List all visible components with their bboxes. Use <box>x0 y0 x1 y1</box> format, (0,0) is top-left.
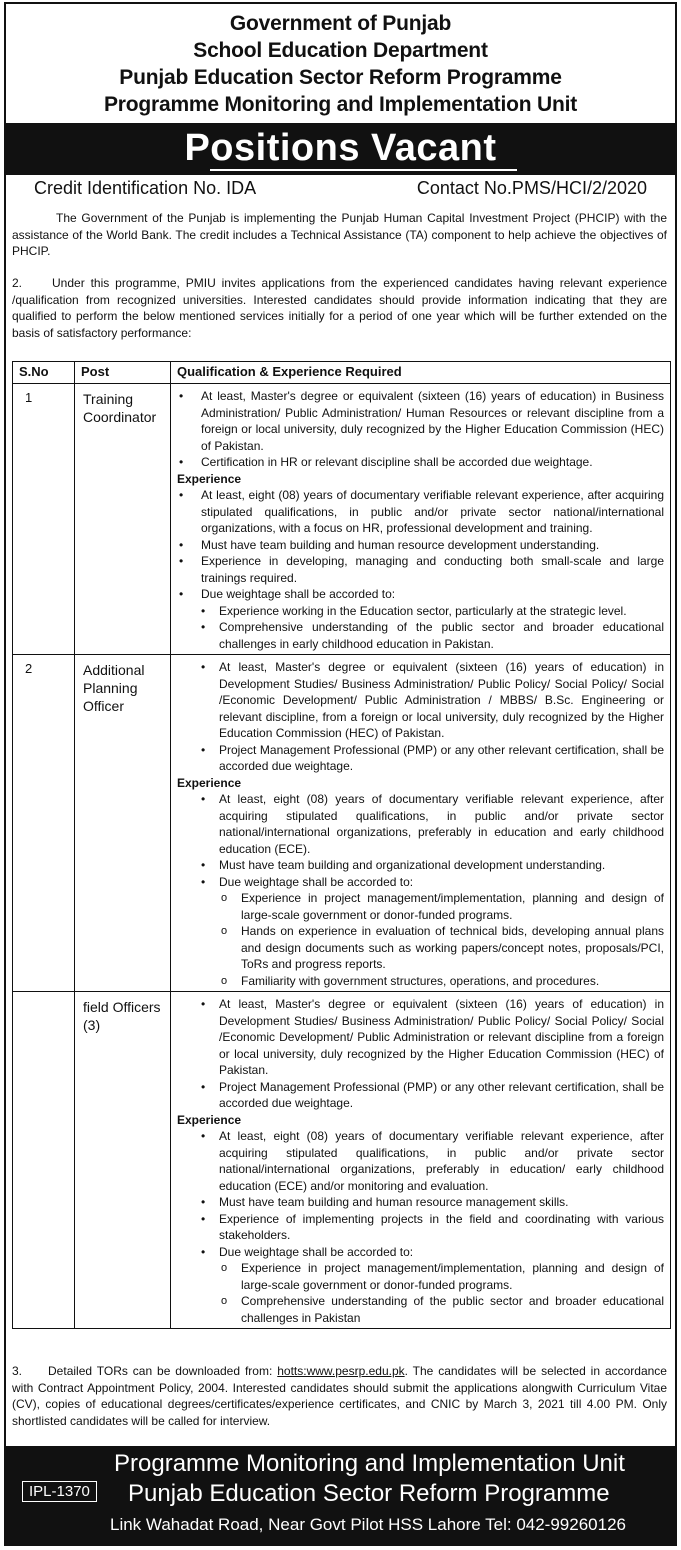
banner-underline <box>210 169 517 171</box>
row-qualification <box>171 384 671 655</box>
header-sno: S.No <box>13 362 75 384</box>
list-item: • Project Management Professional (PMP) or any other relevant certification, shall be accorded due weightage. <box>195 1079 664 1112</box>
row-qualification <box>171 655 671 992</box>
list-item: • At least, Master's degree or equivalent (sixteen (16) years of education) in Business Administration/ Public Administration/ Human Resources or relevant discipline from a foreign or local university, duly recognized by the Higher Education Commission (HEC) of Pakistan. <box>175 388 664 454</box>
intro-paragraph-2 <box>12 275 667 341</box>
closing-text-pre: Detailed TORs can be downloaded from: <box>48 1364 273 1378</box>
positions-vacant-banner <box>6 123 675 175</box>
row-sno: 2 <box>13 655 75 992</box>
closing-number: 3. <box>12 1364 23 1378</box>
row-post: Additional Planning Officer <box>75 655 171 992</box>
table-row <box>13 655 671 992</box>
list-item: • Due weightage shall be accorded to: <box>195 874 664 891</box>
intro-text-2: Under this programme, PMIU invites applications from the experienced candidates having relevant experience /qualification from recognized universities. Interested candidates should provide information indicating that they are qualified to perform the below mentioned services initially for a period of one year which will be further extended on the basis of satisfactory performance: <box>12 276 667 340</box>
footer-address: Link Wahadat Road, Near Govt Pilot HSS Lahore Tel: 042-99260126 <box>110 1515 626 1534</box>
table-row <box>13 384 671 655</box>
table-row <box>13 992 671 1329</box>
footer <box>6 1446 675 1546</box>
list-item: o Comprehensive understanding of the public sector and broader educational challenges in Pakistan <box>195 1293 664 1326</box>
row-post: Training Coordinator <box>75 384 171 655</box>
credit-identification: Credit Identification No. IDA <box>34 178 257 198</box>
experience-label: Experience <box>177 471 242 486</box>
list-item: • Project Management Professional (PMP) or any other relevant certification, shall be accorded due weightage. <box>195 742 664 775</box>
list-item: • Certification in HR or relevant discipline shall be accorded due weightage. <box>175 454 664 471</box>
list-item: o Experience in project management/implementation, planning and design of large-scale government or donor-funded programs. <box>195 890 664 923</box>
header-unit: Programme Monitoring and Implementation Unit <box>103 93 578 116</box>
row-sno: 1 <box>13 384 75 655</box>
banner-title: Positions Vacant <box>184 127 497 169</box>
list-item: • Due weightage shall be accorded to: <box>175 586 664 603</box>
list-item: o Familiarity with government structures, operations, and procedures. <box>195 973 664 990</box>
header <box>6 10 675 118</box>
list-item: o Hands on experience in evaluation of technical bids, developing annual plans and design documents such as working papers/concept notes, proposals/PCI, ToRs and progress reports. <box>195 923 664 973</box>
list-item: • At least, Master's degree or equivalent (sixteen (16) years of education) in Development Studies/ Business Administration/ Public Policy/ Social Policy/ Social /Economic Development/ Public Administration / MBBS/ B.Sc. Engineering or relevant discipline, from a foreign or local university, duly recognized by the Higher Education Commission (HEC) of Pakistan. <box>195 659 664 742</box>
row-sno <box>13 992 75 1329</box>
header-government: Government of Punjab <box>229 12 452 35</box>
list-item: • Must have team building and organizational development understanding. <box>195 857 664 874</box>
footer-unit: Programme Monitoring and Implementation Unit <box>114 1450 625 1477</box>
contact-number: Contact No.PMS/HCI/2/2020 <box>416 178 647 198</box>
header-post: Post <box>75 362 171 384</box>
list-item: • Comprehensive understanding of the public sector and broader educational challenges in early childhood education in Pakistan. <box>195 619 664 652</box>
list-item: • At least, eight (08) years of documentary verifiable relevant experience, after acquiring stipulated qualifications, in public and/or private sector national/international organizations, with a focus on HR, professional development and training. <box>175 487 664 537</box>
list-item: • At least, eight (08) years of documentary verifiable relevant experience, after acquiring stipulated qualifications, in public and/or private sector national/international organizations, preferably in education and early childhood education (ECE). <box>195 791 664 857</box>
experience-label: Experience <box>177 775 242 790</box>
ipl-number-badge: IPL-1370 <box>22 1481 97 1502</box>
experience-label: Experience <box>177 1112 242 1127</box>
positions-table <box>12 361 671 1329</box>
intro-text-1: The Government of the Punjab is implementing the Punjab Human Capital Investment Project (PHCIP) with the assistance of the World Bank. The credit includes a Technical Assistance (TA) component to help achieve the objectives of PHCIP. <box>12 211 667 258</box>
footer-programme: Punjab Education Sector Reform Programme <box>128 1480 610 1507</box>
table-header-row <box>13 362 671 384</box>
list-item: • Experience working in the Education sector, particularly at the strategic level. <box>195 603 664 620</box>
advertisement <box>4 2 677 1546</box>
list-item: o Experience in project management/implementation, planning and design of large-scale government or donor-funded programs. <box>195 1260 664 1293</box>
header-programme: Punjab Education Sector Reform Programme <box>119 66 562 89</box>
list-item: • Must have team building and human resource development understanding. <box>175 537 664 554</box>
row-post: field Officers (3) <box>75 992 171 1329</box>
header-qualification: Qualification & Experience Required <box>171 362 671 384</box>
list-item: • At least, Master's degree or equivalent (sixteen (16) years of education) in Development Studies/ Business Administration/ Public Policy/ Social Policy/ Social /Economic Development/ Public Administration or relevant discipline from a foreign or local university, duly recognized by the Higher Education Commission (HEC) of Pakistan. <box>195 996 664 1079</box>
list-item: • Due weightage shall be accorded to: <box>195 1244 664 1261</box>
row-qualification <box>171 992 671 1329</box>
credit-row <box>34 178 647 204</box>
intro-paragraph-1 <box>12 210 667 260</box>
list-item: • Experience in developing, managing and conducting both small-scale and large trainings required. <box>175 553 664 586</box>
list-item: • Experience of implementing projects in the field and coordinating with various stakeholders. <box>195 1211 664 1244</box>
list-item: • At least, eight (08) years of documentary verifiable relevant experience, after acquiring stipulated qualifications, in public and/or private sector national/international organizations, preferably in education/ early childhood education (ECE) and/or monitoring and evaluation. <box>195 1128 664 1194</box>
header-department: School Education Department <box>193 39 488 62</box>
tor-download-link[interactable]: hotts:www.pesrp.edu.pk <box>277 1364 405 1378</box>
intro-number-2: 2. <box>12 276 23 290</box>
closing-paragraph <box>12 1363 667 1429</box>
list-item: • Must have team building and human resource management skills. <box>195 1194 664 1211</box>
closing-text-post: . The candidates will be selected in accordance with Contract Appointment Policy, 2004. Interested candidates should submit the applications alongwith Curriculum Vitae (CV), copies of educational degrees/certificates/experience certificates, and CNIC by March 3, 2021 till 4.00 PM. Only shortlisted candidates will be called for interview. <box>12 1364 667 1428</box>
